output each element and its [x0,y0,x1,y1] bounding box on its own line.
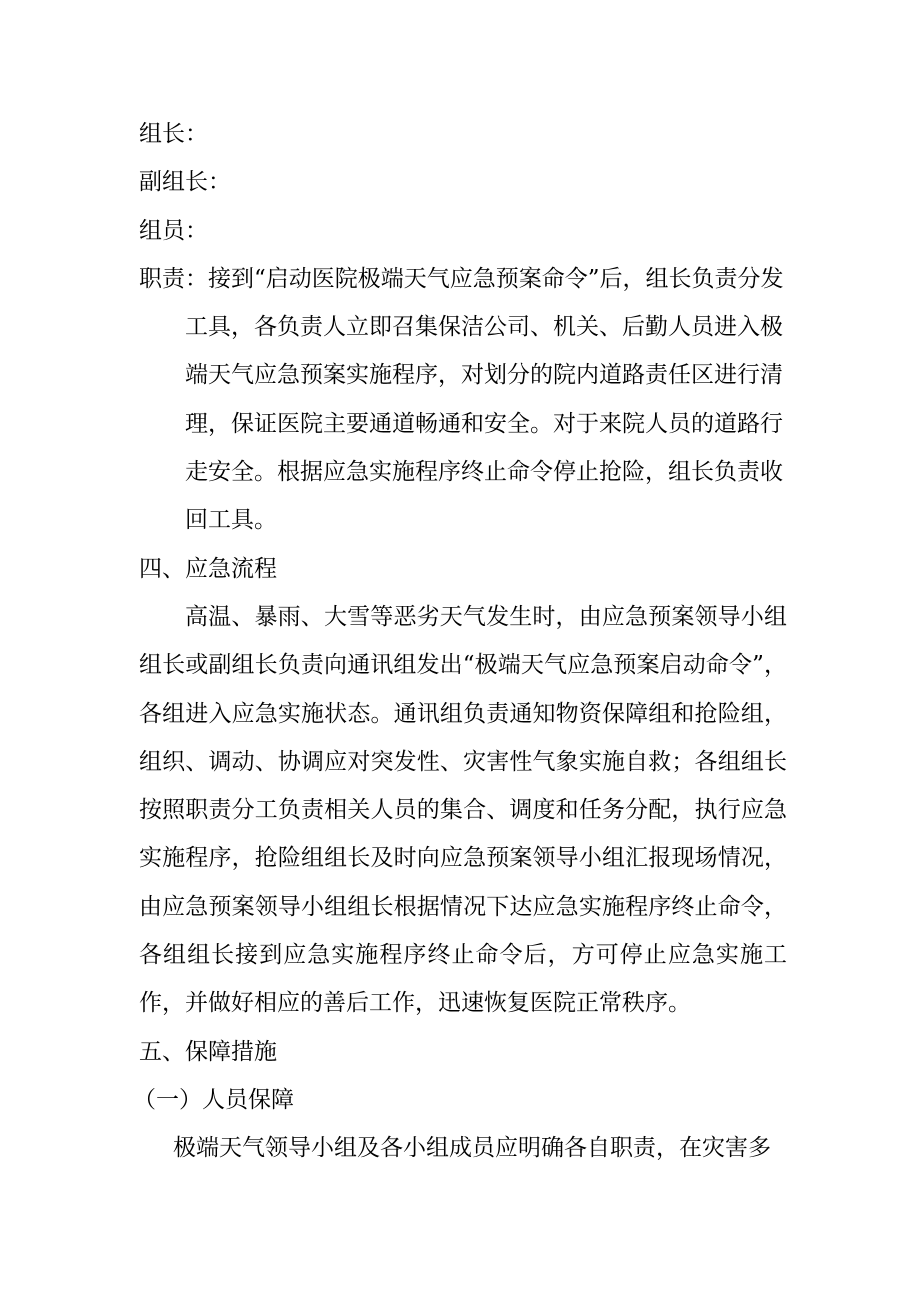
section-5-heading: 五、保障措施 [139,1038,277,1065]
section-4-heading: 四、应急流程 [139,555,277,582]
duty-paragraph: 职责：接到“启动医院极端天气应急预案命令”后，组长负责分发工具，各负责人立即召集保洁公司、机关、后勤人员进入极端天气应急预案实施程序，对划分的院内道路责任区进行清理，保证医院主要通道畅通和安全。对于来院人员的道路行走安全。根据应急实施程序终止命令停止抢险，组长负责收回工具。 [139,265,784,534]
subsection-1-paragraph: 极端天气领导小组及各小组成员应明确各自职责，在灾害多 [173,1135,771,1162]
deputy-leader-line: 副组长： [139,169,231,196]
subsection-1-heading: （一）人员保障 [133,1086,294,1113]
section-4-paragraph: 高温、暴雨、大雪等恶劣天气发生时，由应急预案领导小组组长或副组长负责向通讯组发出“极端天气应急预案启动命令”，各组进入应急实施状态。通讯组负责通知物资保障组和抢险组，组织、调动、协调应对突发性、灾害性气象实施自救；各组组长按照职责分工负责相关人员的集合、调度和任务分配，执行应急实施程序，抢险组组长及时向应急预案领导小组汇报现场情况，由应急预案领导小组组长根据情况下达应急实施程序终止命令，各组组长接到应急实施程序终止命令后，方可停止应急实施工作，并做好相应的善后工作，迅速恢复医院正常秩序。 [139,603,787,1017]
members-line: 组员： [139,217,208,244]
leader-line: 组长： [139,121,208,147]
document-body [133,110,787,1173]
